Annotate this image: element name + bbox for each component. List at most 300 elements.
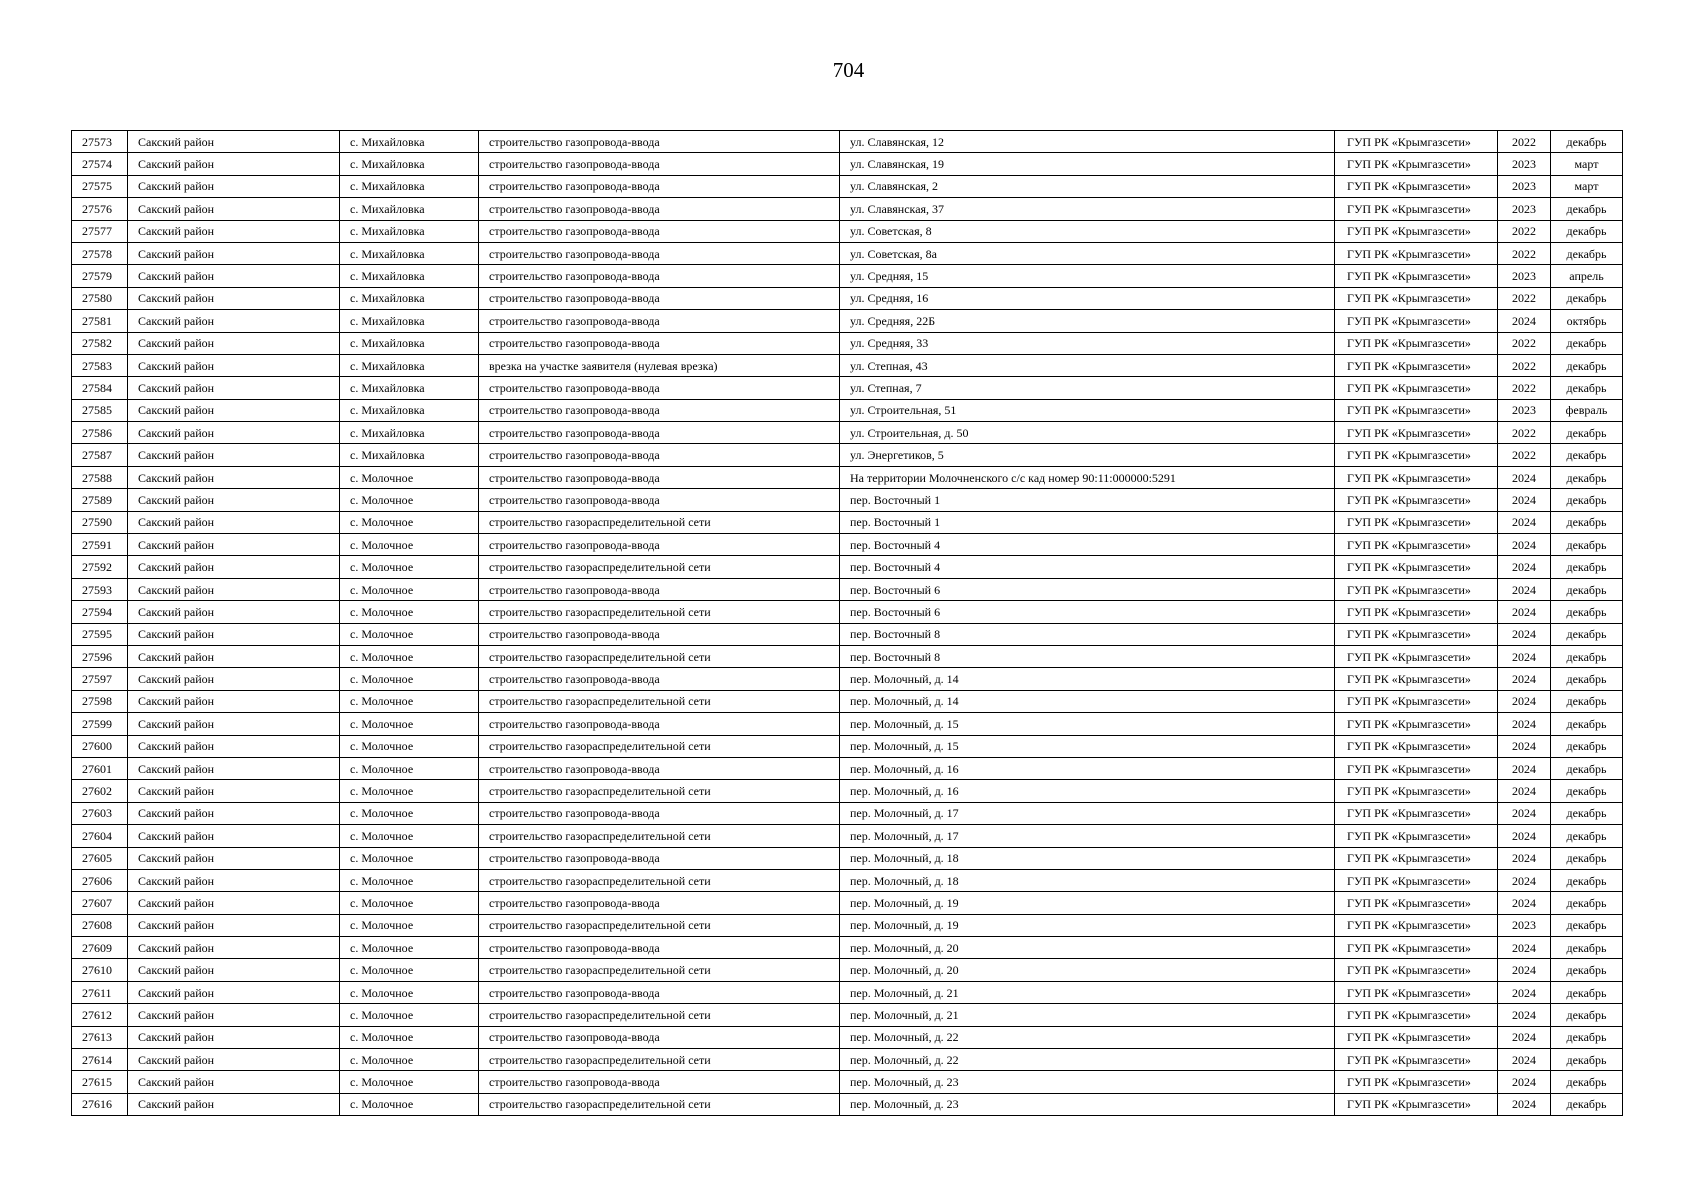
district-cell: Сакский район bbox=[128, 914, 340, 936]
organization-cell: ГУП РК «Крымгазсети» bbox=[1335, 242, 1498, 264]
settlement-cell: с. Михайловка bbox=[340, 220, 479, 242]
settlement-cell: с. Молочное bbox=[340, 489, 479, 511]
year-cell: 2024 bbox=[1498, 825, 1551, 847]
row-number-cell: 27612 bbox=[72, 1004, 128, 1026]
row-number-cell: 27583 bbox=[72, 354, 128, 376]
month-cell: декабрь bbox=[1551, 847, 1623, 869]
organization-cell: ГУП РК «Крымгазсети» bbox=[1335, 601, 1498, 623]
organization-cell: ГУП РК «Крымгазсети» bbox=[1335, 489, 1498, 511]
row-number-cell: 27606 bbox=[72, 869, 128, 891]
year-cell: 2024 bbox=[1498, 601, 1551, 623]
address-cell: ул. Советская, 8 bbox=[840, 220, 1335, 242]
settlement-cell: с. Михайловка bbox=[340, 377, 479, 399]
address-cell: пер. Молочный, д. 18 bbox=[840, 869, 1335, 891]
district-cell: Сакский район bbox=[128, 422, 340, 444]
row-number-cell: 27576 bbox=[72, 198, 128, 220]
row-number-cell: 27573 bbox=[72, 131, 128, 153]
page-number: 704 bbox=[832, 58, 865, 82]
settlement-cell: с. Молочное bbox=[340, 802, 479, 824]
year-cell: 2022 bbox=[1498, 332, 1551, 354]
year-cell: 2024 bbox=[1498, 489, 1551, 511]
table-row bbox=[72, 802, 1623, 824]
district-cell: Сакский район bbox=[128, 601, 340, 623]
row-number-cell: 27592 bbox=[72, 556, 128, 578]
organization-cell: ГУП РК «Крымгазсети» bbox=[1335, 1004, 1498, 1026]
address-cell: ул. Степная, 7 bbox=[840, 377, 1335, 399]
settlement-cell: с. Молочное bbox=[340, 981, 479, 1003]
month-cell: март bbox=[1551, 175, 1623, 197]
table-row bbox=[72, 1093, 1623, 1115]
month-cell: декабрь bbox=[1551, 802, 1623, 824]
row-number-cell: 27610 bbox=[72, 959, 128, 981]
address-cell: пер. Молочный, д. 18 bbox=[840, 847, 1335, 869]
organization-cell: ГУП РК «Крымгазсети» bbox=[1335, 735, 1498, 757]
year-cell: 2024 bbox=[1498, 757, 1551, 779]
table-row bbox=[72, 1004, 1623, 1026]
year-cell: 2024 bbox=[1498, 1004, 1551, 1026]
organization-cell: ГУП РК «Крымгазсети» bbox=[1335, 892, 1498, 914]
work-type-cell: строительство газопровода-ввода bbox=[479, 847, 840, 869]
month-cell: декабрь bbox=[1551, 287, 1623, 309]
work-type-cell: строительство газопровода-ввода bbox=[479, 489, 840, 511]
month-cell: декабрь bbox=[1551, 937, 1623, 959]
month-cell: март bbox=[1551, 153, 1623, 175]
address-cell: На территории Молочненского с/с кад номер 90:11:000000:5291 bbox=[840, 466, 1335, 488]
table-row bbox=[72, 354, 1623, 376]
settlement-cell: с. Михайловка bbox=[340, 175, 479, 197]
address-cell: пер. Молочный, д. 14 bbox=[840, 668, 1335, 690]
organization-cell: ГУП РК «Крымгазсети» bbox=[1335, 534, 1498, 556]
district-cell: Сакский район bbox=[128, 153, 340, 175]
district-cell: Сакский район bbox=[128, 265, 340, 287]
organization-cell: ГУП РК «Крымгазсети» bbox=[1335, 332, 1498, 354]
work-type-cell: строительство газораспределительной сети bbox=[479, 645, 840, 667]
work-type-cell: строительство газопровода-ввода bbox=[479, 220, 840, 242]
work-type-cell: строительство газораспределительной сети bbox=[479, 825, 840, 847]
month-cell: декабрь bbox=[1551, 713, 1623, 735]
district-cell: Сакский район bbox=[128, 937, 340, 959]
settlement-cell: с. Молочное bbox=[340, 825, 479, 847]
year-cell: 2024 bbox=[1498, 1071, 1551, 1093]
settlement-cell: с. Михайловка bbox=[340, 265, 479, 287]
settlement-cell: с. Молочное bbox=[340, 534, 479, 556]
month-cell: февраль bbox=[1551, 399, 1623, 421]
gas-connection-registry-table bbox=[71, 130, 1623, 1116]
year-cell: 2024 bbox=[1498, 847, 1551, 869]
year-cell: 2024 bbox=[1498, 892, 1551, 914]
settlement-cell: с. Михайловка bbox=[340, 399, 479, 421]
address-cell: пер. Молочный, д. 20 bbox=[840, 959, 1335, 981]
address-cell: пер. Восточный 4 bbox=[840, 556, 1335, 578]
settlement-cell: с. Михайловка bbox=[340, 444, 479, 466]
row-number-cell: 27581 bbox=[72, 310, 128, 332]
row-number-cell: 27580 bbox=[72, 287, 128, 309]
year-cell: 2024 bbox=[1498, 623, 1551, 645]
table-row bbox=[72, 422, 1623, 444]
work-type-cell: врезка на участке заявителя (нулевая врезка) bbox=[479, 354, 840, 376]
district-cell: Сакский район bbox=[128, 959, 340, 981]
work-type-cell: строительство газопровода-ввода bbox=[479, 198, 840, 220]
address-cell: пер. Молочный, д. 17 bbox=[840, 802, 1335, 824]
organization-cell: ГУП РК «Крымгазсети» bbox=[1335, 175, 1498, 197]
settlement-cell: с. Молочное bbox=[340, 780, 479, 802]
settlement-cell: с. Молочное bbox=[340, 1004, 479, 1026]
settlement-cell: с. Михайловка bbox=[340, 354, 479, 376]
month-cell: декабрь bbox=[1551, 332, 1623, 354]
table-row bbox=[72, 1026, 1623, 1048]
work-type-cell: строительство газопровода-ввода bbox=[479, 713, 840, 735]
work-type-cell: строительство газораспределительной сети bbox=[479, 914, 840, 936]
work-type-cell: строительство газораспределительной сети bbox=[479, 1049, 840, 1071]
address-cell: ул. Средняя, 16 bbox=[840, 287, 1335, 309]
organization-cell: ГУП РК «Крымгазсети» bbox=[1335, 220, 1498, 242]
district-cell: Сакский район bbox=[128, 981, 340, 1003]
row-number-cell: 27588 bbox=[72, 466, 128, 488]
work-type-cell: строительство газопровода-ввода bbox=[479, 1026, 840, 1048]
work-type-cell: строительство газопровода-ввода bbox=[479, 332, 840, 354]
settlement-cell: с. Молочное bbox=[340, 645, 479, 667]
year-cell: 2024 bbox=[1498, 578, 1551, 600]
address-cell: пер. Молочный, д. 21 bbox=[840, 981, 1335, 1003]
organization-cell: ГУП РК «Крымгазсети» bbox=[1335, 981, 1498, 1003]
work-type-cell: строительство газопровода-ввода bbox=[479, 153, 840, 175]
table-row bbox=[72, 892, 1623, 914]
work-type-cell: строительство газопровода-ввода bbox=[479, 981, 840, 1003]
organization-cell: ГУП РК «Крымгазсети» bbox=[1335, 310, 1498, 332]
registry-table-body bbox=[72, 131, 1623, 1116]
work-type-cell: строительство газопровода-ввода bbox=[479, 892, 840, 914]
address-cell: пер. Молочный, д. 19 bbox=[840, 892, 1335, 914]
table-row bbox=[72, 175, 1623, 197]
organization-cell: ГУП РК «Крымгазсети» bbox=[1335, 847, 1498, 869]
month-cell: декабрь bbox=[1551, 556, 1623, 578]
year-cell: 2024 bbox=[1498, 1026, 1551, 1048]
year-cell: 2022 bbox=[1498, 287, 1551, 309]
address-cell: пер. Молочный, д. 19 bbox=[840, 914, 1335, 936]
address-cell: ул. Строительная, д. 50 bbox=[840, 422, 1335, 444]
organization-cell: ГУП РК «Крымгазсети» bbox=[1335, 556, 1498, 578]
year-cell: 2023 bbox=[1498, 198, 1551, 220]
district-cell: Сакский район bbox=[128, 690, 340, 712]
month-cell: декабрь bbox=[1551, 645, 1623, 667]
address-cell: ул. Славянская, 2 bbox=[840, 175, 1335, 197]
district-cell: Сакский район bbox=[128, 198, 340, 220]
year-cell: 2024 bbox=[1498, 534, 1551, 556]
month-cell: декабрь bbox=[1551, 825, 1623, 847]
year-cell: 2024 bbox=[1498, 869, 1551, 891]
year-cell: 2023 bbox=[1498, 175, 1551, 197]
year-cell: 2024 bbox=[1498, 466, 1551, 488]
district-cell: Сакский район bbox=[128, 287, 340, 309]
month-cell: декабрь bbox=[1551, 131, 1623, 153]
table-row bbox=[72, 645, 1623, 667]
district-cell: Сакский район bbox=[128, 847, 340, 869]
month-cell: декабрь bbox=[1551, 892, 1623, 914]
organization-cell: ГУП РК «Крымгазсети» bbox=[1335, 713, 1498, 735]
address-cell: пер. Молочный, д. 15 bbox=[840, 735, 1335, 757]
table-row bbox=[72, 981, 1623, 1003]
month-cell: декабрь bbox=[1551, 914, 1623, 936]
year-cell: 2022 bbox=[1498, 444, 1551, 466]
district-cell: Сакский район bbox=[128, 735, 340, 757]
settlement-cell: с. Молочное bbox=[340, 578, 479, 600]
organization-cell: ГУП РК «Крымгазсети» bbox=[1335, 377, 1498, 399]
month-cell: декабрь bbox=[1551, 981, 1623, 1003]
year-cell: 2024 bbox=[1498, 668, 1551, 690]
settlement-cell: с. Михайловка bbox=[340, 198, 479, 220]
month-cell: декабрь bbox=[1551, 780, 1623, 802]
organization-cell: ГУП РК «Крымгазсети» bbox=[1335, 757, 1498, 779]
row-number-cell: 27609 bbox=[72, 937, 128, 959]
table-row bbox=[72, 332, 1623, 354]
work-type-cell: строительство газопровода-ввода bbox=[479, 175, 840, 197]
organization-cell: ГУП РК «Крымгазсети» bbox=[1335, 780, 1498, 802]
table-row bbox=[72, 735, 1623, 757]
month-cell: декабрь bbox=[1551, 668, 1623, 690]
table-row bbox=[72, 623, 1623, 645]
table-row bbox=[72, 511, 1623, 533]
work-type-cell: строительство газопровода-ввода bbox=[479, 287, 840, 309]
district-cell: Сакский район bbox=[128, 332, 340, 354]
table-row bbox=[72, 310, 1623, 332]
table-row bbox=[72, 377, 1623, 399]
settlement-cell: с. Молочное bbox=[340, 668, 479, 690]
work-type-cell: строительство газопровода-ввода bbox=[479, 1071, 840, 1093]
row-number-cell: 27593 bbox=[72, 578, 128, 600]
year-cell: 2022 bbox=[1498, 422, 1551, 444]
month-cell: октябрь bbox=[1551, 310, 1623, 332]
address-cell: ул. Средняя, 33 bbox=[840, 332, 1335, 354]
table-row bbox=[72, 937, 1623, 959]
settlement-cell: с. Молочное bbox=[340, 623, 479, 645]
row-number-cell: 27575 bbox=[72, 175, 128, 197]
settlement-cell: с. Молочное bbox=[340, 713, 479, 735]
row-number-cell: 27586 bbox=[72, 422, 128, 444]
table-row bbox=[72, 959, 1623, 981]
address-cell: пер. Молочный, д. 23 bbox=[840, 1093, 1335, 1115]
address-cell: пер. Молочный, д. 22 bbox=[840, 1049, 1335, 1071]
work-type-cell: строительство газораспределительной сети bbox=[479, 690, 840, 712]
month-cell: декабрь bbox=[1551, 601, 1623, 623]
work-type-cell: строительство газораспределительной сети bbox=[479, 1093, 840, 1115]
organization-cell: ГУП РК «Крымгазсети» bbox=[1335, 937, 1498, 959]
district-cell: Сакский район bbox=[128, 1026, 340, 1048]
table-row bbox=[72, 578, 1623, 600]
address-cell: ул. Славянская, 12 bbox=[840, 131, 1335, 153]
table-row bbox=[72, 131, 1623, 153]
work-type-cell: строительство газораспределительной сети bbox=[479, 959, 840, 981]
month-cell: декабрь bbox=[1551, 1049, 1623, 1071]
address-cell: пер. Восточный 4 bbox=[840, 534, 1335, 556]
address-cell: ул. Славянская, 37 bbox=[840, 198, 1335, 220]
district-cell: Сакский район bbox=[128, 780, 340, 802]
row-number-cell: 27603 bbox=[72, 802, 128, 824]
year-cell: 2024 bbox=[1498, 1049, 1551, 1071]
address-cell: пер. Молочный, д. 16 bbox=[840, 757, 1335, 779]
settlement-cell: с. Молочное bbox=[340, 735, 479, 757]
table-row bbox=[72, 780, 1623, 802]
district-cell: Сакский район bbox=[128, 1071, 340, 1093]
year-cell: 2024 bbox=[1498, 645, 1551, 667]
settlement-cell: с. Молочное bbox=[340, 1026, 479, 1048]
address-cell: пер. Молочный, д. 17 bbox=[840, 825, 1335, 847]
settlement-cell: с. Молочное bbox=[340, 757, 479, 779]
row-number-cell: 27613 bbox=[72, 1026, 128, 1048]
settlement-cell: с. Михайловка bbox=[340, 153, 479, 175]
work-type-cell: строительство газопровода-ввода bbox=[479, 937, 840, 959]
month-cell: декабрь bbox=[1551, 422, 1623, 444]
address-cell: ул. Средняя, 22Б bbox=[840, 310, 1335, 332]
organization-cell: ГУП РК «Крымгазсети» bbox=[1335, 153, 1498, 175]
month-cell: декабрь bbox=[1551, 377, 1623, 399]
row-number-cell: 27587 bbox=[72, 444, 128, 466]
table-row bbox=[72, 847, 1623, 869]
year-cell: 2024 bbox=[1498, 511, 1551, 533]
row-number-cell: 27614 bbox=[72, 1049, 128, 1071]
month-cell: декабрь bbox=[1551, 354, 1623, 376]
work-type-cell: строительство газопровода-ввода bbox=[479, 668, 840, 690]
row-number-cell: 27615 bbox=[72, 1071, 128, 1093]
year-cell: 2023 bbox=[1498, 399, 1551, 421]
address-cell: ул. Средняя, 15 bbox=[840, 265, 1335, 287]
settlement-cell: с. Молочное bbox=[340, 937, 479, 959]
settlement-cell: с. Молочное bbox=[340, 847, 479, 869]
address-cell: пер. Восточный 1 bbox=[840, 511, 1335, 533]
row-number-cell: 27597 bbox=[72, 668, 128, 690]
settlement-cell: с. Михайловка bbox=[340, 310, 479, 332]
row-number-cell: 27579 bbox=[72, 265, 128, 287]
row-number-cell: 27605 bbox=[72, 847, 128, 869]
organization-cell: ГУП РК «Крымгазсети» bbox=[1335, 198, 1498, 220]
work-type-cell: строительство газопровода-ввода bbox=[479, 534, 840, 556]
table-row bbox=[72, 914, 1623, 936]
row-number-cell: 27600 bbox=[72, 735, 128, 757]
organization-cell: ГУП РК «Крымгазсети» bbox=[1335, 914, 1498, 936]
work-type-cell: строительство газопровода-ввода bbox=[479, 399, 840, 421]
district-cell: Сакский район bbox=[128, 534, 340, 556]
year-cell: 2022 bbox=[1498, 131, 1551, 153]
address-cell: пер. Восточный 8 bbox=[840, 645, 1335, 667]
table-row bbox=[72, 757, 1623, 779]
table-row bbox=[72, 1071, 1623, 1093]
work-type-cell: строительство газопровода-ввода bbox=[479, 757, 840, 779]
month-cell: декабрь bbox=[1551, 511, 1623, 533]
year-cell: 2024 bbox=[1498, 959, 1551, 981]
row-number-cell: 27585 bbox=[72, 399, 128, 421]
organization-cell: ГУП РК «Крымгазсети» bbox=[1335, 825, 1498, 847]
organization-cell: ГУП РК «Крымгазсети» bbox=[1335, 690, 1498, 712]
address-cell: ул. Степная, 43 bbox=[840, 354, 1335, 376]
address-cell: пер. Восточный 1 bbox=[840, 489, 1335, 511]
district-cell: Сакский район bbox=[128, 578, 340, 600]
settlement-cell: с. Молочное bbox=[340, 511, 479, 533]
settlement-cell: с. Михайловка bbox=[340, 131, 479, 153]
settlement-cell: с. Михайловка bbox=[340, 287, 479, 309]
month-cell: декабрь bbox=[1551, 1071, 1623, 1093]
table-row bbox=[72, 1049, 1623, 1071]
work-type-cell: строительство газопровода-ввода bbox=[479, 377, 840, 399]
organization-cell: ГУП РК «Крымгазсети» bbox=[1335, 511, 1498, 533]
table-row bbox=[72, 220, 1623, 242]
month-cell: декабрь bbox=[1551, 242, 1623, 264]
district-cell: Сакский район bbox=[128, 1049, 340, 1071]
month-cell: декабрь bbox=[1551, 444, 1623, 466]
address-cell: ул. Энергетиков, 5 bbox=[840, 444, 1335, 466]
year-cell: 2023 bbox=[1498, 914, 1551, 936]
work-type-cell: строительство газопровода-ввода bbox=[479, 265, 840, 287]
district-cell: Сакский район bbox=[128, 713, 340, 735]
row-number-cell: 27589 bbox=[72, 489, 128, 511]
year-cell: 2024 bbox=[1498, 1093, 1551, 1115]
work-type-cell: строительство газопровода-ввода bbox=[479, 466, 840, 488]
settlement-cell: с. Молочное bbox=[340, 556, 479, 578]
organization-cell: ГУП РК «Крымгазсети» bbox=[1335, 668, 1498, 690]
work-type-cell: строительство газопровода-ввода bbox=[479, 422, 840, 444]
settlement-cell: с. Молочное bbox=[340, 690, 479, 712]
row-number-cell: 27578 bbox=[72, 242, 128, 264]
year-cell: 2024 bbox=[1498, 802, 1551, 824]
address-cell: пер. Восточный 8 bbox=[840, 623, 1335, 645]
settlement-cell: с. Молочное bbox=[340, 959, 479, 981]
table-row bbox=[72, 556, 1623, 578]
year-cell: 2024 bbox=[1498, 780, 1551, 802]
table-row bbox=[72, 265, 1623, 287]
month-cell: декабрь bbox=[1551, 1004, 1623, 1026]
district-cell: Сакский район bbox=[128, 869, 340, 891]
district-cell: Сакский район bbox=[128, 310, 340, 332]
organization-cell: ГУП РК «Крымгазсети» bbox=[1335, 959, 1498, 981]
month-cell: декабрь bbox=[1551, 466, 1623, 488]
organization-cell: ГУП РК «Крымгазсети» bbox=[1335, 422, 1498, 444]
year-cell: 2022 bbox=[1498, 377, 1551, 399]
year-cell: 2023 bbox=[1498, 265, 1551, 287]
organization-cell: ГУП РК «Крымгазсети» bbox=[1335, 1071, 1498, 1093]
table-row bbox=[72, 242, 1623, 264]
district-cell: Сакский район bbox=[128, 892, 340, 914]
district-cell: Сакский район bbox=[128, 175, 340, 197]
settlement-cell: с. Молочное bbox=[340, 869, 479, 891]
work-type-cell: строительство газопровода-ввода bbox=[479, 623, 840, 645]
district-cell: Сакский район bbox=[128, 489, 340, 511]
row-number-cell: 27607 bbox=[72, 892, 128, 914]
row-number-cell: 27591 bbox=[72, 534, 128, 556]
address-cell: пер. Молочный, д. 20 bbox=[840, 937, 1335, 959]
table-row bbox=[72, 601, 1623, 623]
district-cell: Сакский район bbox=[128, 1093, 340, 1115]
organization-cell: ГУП РК «Крымгазсети» bbox=[1335, 623, 1498, 645]
table-row bbox=[72, 287, 1623, 309]
address-cell: пер. Молочный, д. 21 bbox=[840, 1004, 1335, 1026]
organization-cell: ГУП РК «Крымгазсети» bbox=[1335, 287, 1498, 309]
table-row bbox=[72, 198, 1623, 220]
row-number-cell: 27608 bbox=[72, 914, 128, 936]
row-number-cell: 27595 bbox=[72, 623, 128, 645]
month-cell: декабрь bbox=[1551, 735, 1623, 757]
address-cell: пер. Молочный, д. 14 bbox=[840, 690, 1335, 712]
month-cell: декабрь bbox=[1551, 869, 1623, 891]
district-cell: Сакский район bbox=[128, 444, 340, 466]
table-row bbox=[72, 825, 1623, 847]
organization-cell: ГУП РК «Крымгазсети» bbox=[1335, 354, 1498, 376]
year-cell: 2024 bbox=[1498, 713, 1551, 735]
row-number-cell: 27574 bbox=[72, 153, 128, 175]
settlement-cell: с. Михайловка bbox=[340, 242, 479, 264]
work-type-cell: строительство газораспределительной сети bbox=[479, 1004, 840, 1026]
settlement-cell: с. Молочное bbox=[340, 601, 479, 623]
district-cell: Сакский район bbox=[128, 242, 340, 264]
month-cell: декабрь bbox=[1551, 623, 1623, 645]
district-cell: Сакский район bbox=[128, 377, 340, 399]
